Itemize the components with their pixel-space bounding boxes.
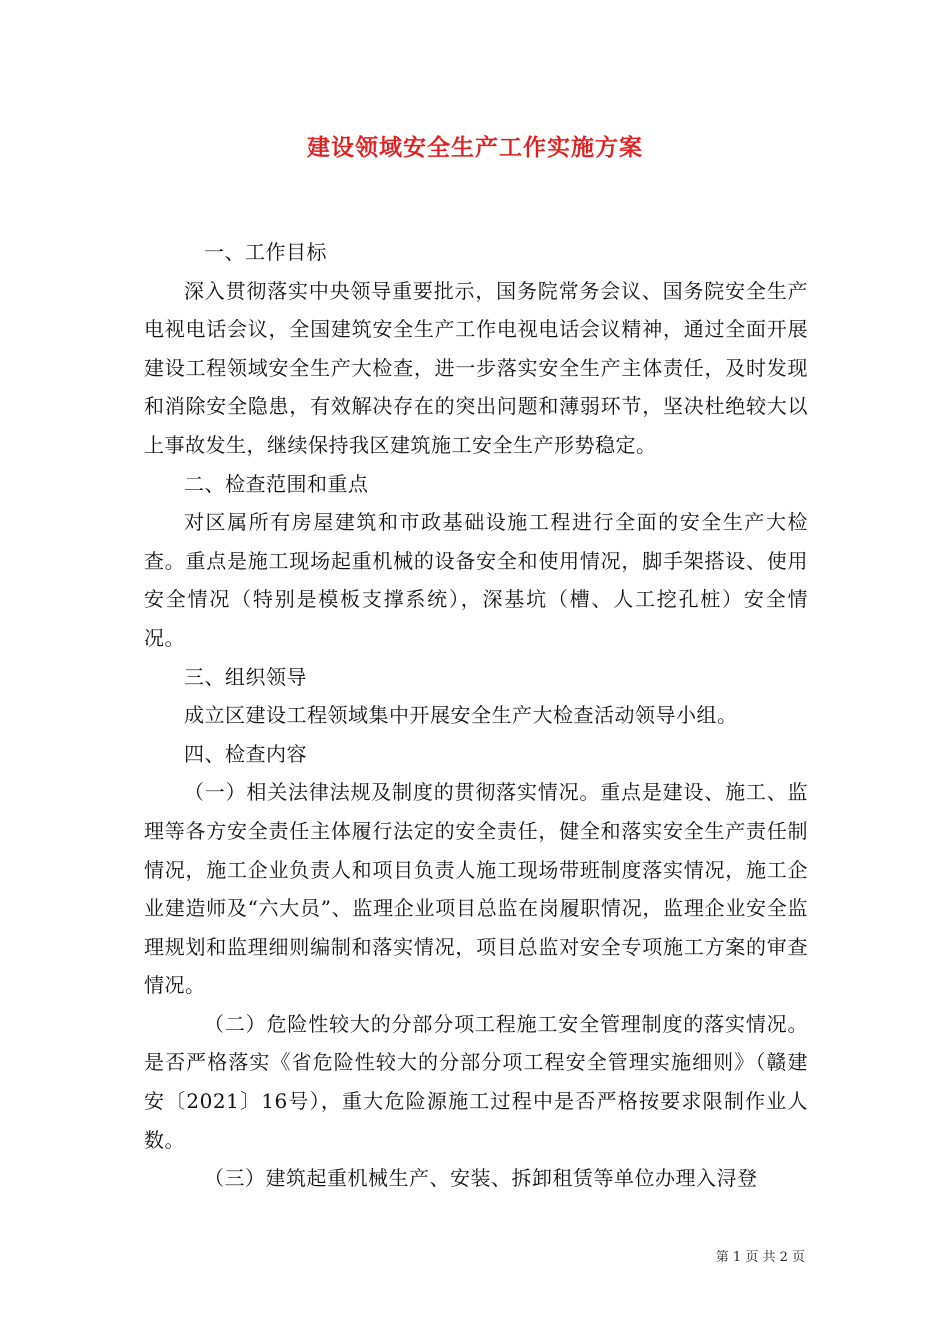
paragraph-goal: 深入贯彻落实中央领导重要批示，国务院常务会议、国务院安全生产电视电话会议，全国建筑安全生产工作电视电话会议精神，通过全面开展建设工程领域安全生产大检查，进一步落实安全生产主体责任，及时发现和消除安全隐患，有效解决存在的突出问题和薄弱环节，坚决杜绝较大以上事故发生，继续保持我区建筑施工安全生产形势稳定。 bbox=[144, 278, 808, 457]
paragraph-content-3: （三）建筑起重机械生产、安装、拆卸租赁等单位办理入浔登 bbox=[204, 1166, 758, 1191]
section-heading-goal: 一、工作目标 bbox=[204, 240, 327, 264]
document-title: 建设领域安全生产工作实施方案 bbox=[307, 134, 643, 161]
section-heading-content: 四、检查内容 bbox=[184, 741, 307, 766]
document-body bbox=[144, 233, 808, 1198]
paragraph-content-2: （二）危险性较大的分部分项工程施工安全管理制度的落实情况。是否严格落实《省危险性较大的分部分项工程安全管理实施细则》（赣建安〔2021〕16号），重大危险源施工过程中是否严格按要求限制作业人数。 bbox=[144, 1011, 808, 1152]
paragraph-organization: 成立区建设工程领域集中开展安全生产大检查活动领导小组。 bbox=[184, 703, 738, 728]
section-heading-scope: 二、检查范围和重点 bbox=[184, 471, 369, 496]
page-number: 第 1 页 共 2 页 bbox=[715, 1250, 805, 1265]
paragraph-scope: 对区属所有房屋建筑和市政基础设施工程进行全面的安全生产大检查。重点是施工现场起重机械的设备安全和使用情况，脚手架搭设、使用安全情况（特别是模板支撑系统），深基坑（槽、人工挖孔桩）安全情况。 bbox=[144, 510, 808, 650]
section-heading-organization: 三、组织领导 bbox=[184, 664, 307, 689]
paragraph-content-1: （一）相关法律法规及制度的贯彻落实情况。重点是建设、施工、监理等各方安全责任主体履行法定的安全责任，健全和落实安全生产责任制情况，施工企业负责人和项目负责人施工现场带班制度落实情况，施工企业建造师及“六大员”、监理企业项目总监在岗履职情况，监理企业安全监理规划和监理细则编制和落实情况，项目总监对安全专项施工方案的审查情况。 bbox=[144, 780, 808, 998]
